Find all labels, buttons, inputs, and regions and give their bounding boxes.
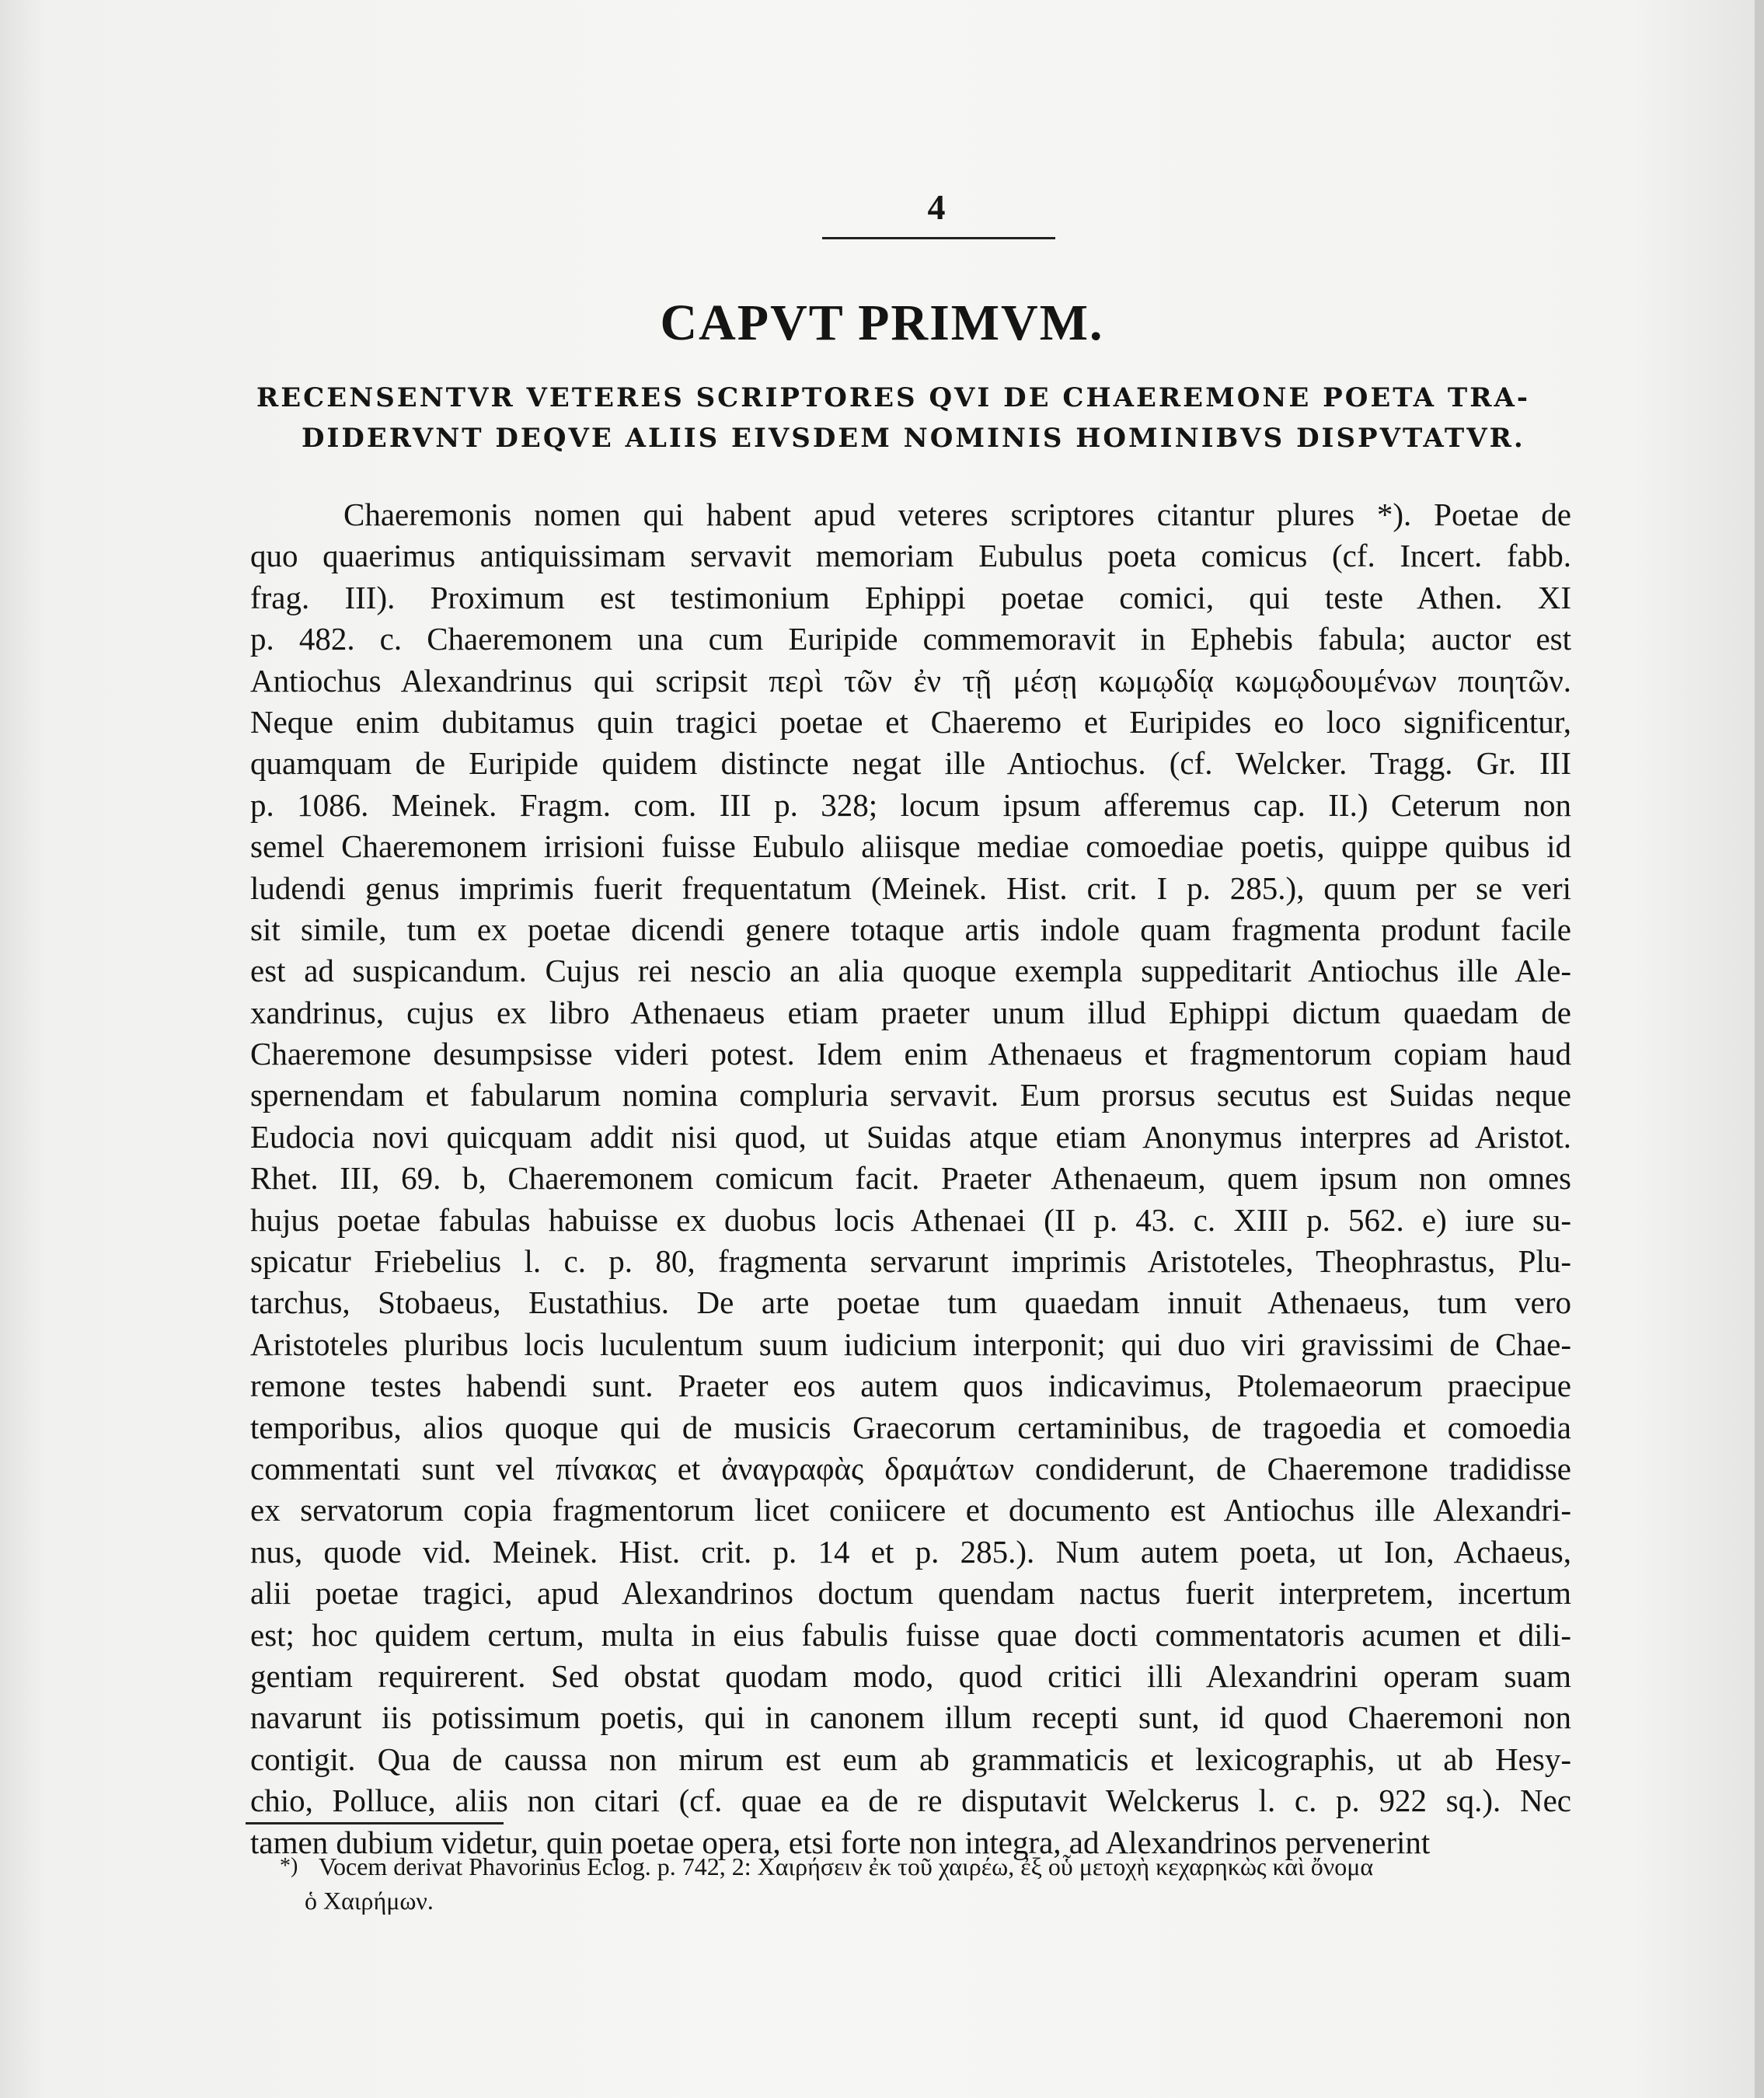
body-line: Antiochus Alexandrinus qui scripsit περὶ τῶν ἐν τῇ μέσῃ κωμῳδίᾳ κωμῳδουμένων ποιητῶν. [250,662,1571,699]
body-line: Aristoteles pluribus locis luculentum suum iudicium interponit; qui duo viri gravissimi de Chae- [250,1326,1571,1362]
chapter-subtitle-line: RECENSENTVR VETERES SCRIPTORES QVI DE CHAEREMONE POETA TRA- [256,382,1530,413]
body-line: Rhet. III, 69. b, Chaeremonem comicum facit. Praeter Athenaeum, quem ipsum non omnes [250,1160,1571,1197]
body-line: spicatur Friebelius l. c. p. 80, fragmenta servarunt imprimis Aristoteles, Theophrastus, Plu- [250,1243,1571,1280]
body-line: tarchus, Stobaeus, Eustathius. De arte poetae tum quaedam innuit Athenaeus, tum vero [250,1284,1571,1321]
body-line: contigit. Qua de caussa non mirum est eum ab grammaticis et lexicographis, ut ab Hesy- [250,1741,1571,1777]
body-line: navarunt iis potissimum poetis, qui in canonem illum recepti sunt, id quod Chaeremoni non [250,1699,1571,1736]
body-line: Chaeremonis nomen qui habent apud veteres scriptores citantur plures *). Poetae de [343,497,1571,532]
body-line: alii poetae tragici, apud Alexandrinos doctum quendam nactus fuerit interpretem, incertum [250,1575,1571,1612]
body-line: p. 1086. Meinek. Fragm. com. III p. 328; locum ipsum afferemus cap. II.) Ceterum non [250,786,1571,823]
body-line: temporibus, alios quoque qui de musicis Graecorum certaminibus, de tragoedia et comoedia [250,1409,1571,1445]
body-line: ex servatorum copia fragmentorum licet coniicere et documento est Antiochus ille Alexandri- [250,1492,1571,1528]
body-line: tamen dubium videtur, quin poetae opera, etsi forte non integra, ad Alexandrinos pervenerint [250,1824,1431,1860]
body-line: commentati sunt vel πίνακας et ἀναγραφὰς δραμάτων condiderunt, de Chaeremone tradidisse [250,1450,1571,1486]
body-line: remone testes habendi sunt. Praeter eos autem quos indicavimus, Ptolemaeorum praecipue [250,1368,1571,1404]
footnote-text: Vocem derivat Phavorinus Eclog. p. 742, 2: Χαιρήσειν ἐκ τοῦ χαιρέω, ἐξ οὗ μετοχὴ κεχαρηκὼς καὶ ὄνομα [319,1852,1374,1880]
body-line: sit simile, tum ex poetae dicendi genere totaque artis indole quam fragmenta produnt facile [250,911,1571,947]
body-line: spernendam et fabularum nomina compluria servavit. Eum prorsus secutus est Suidas neque [250,1077,1571,1113]
body-line: quo quaerimus antiquissimam servavit memoriam Eubulus poeta comicus (cf. Incert. fabb. [250,538,1571,574]
footnote-line: ὁ Χαιρήμων. [305,1887,434,1915]
footnote-rule [246,1822,504,1824]
body-line: xandrinus, cujus ex libro Athenaeus etiam praeter unum illud Ephippi dictum quaedam de [250,994,1571,1030]
page-number-rule [822,237,1055,239]
body-line: quamquam de Euripide quidem distincte negat ille Antiochus. (cf. Welcker. Tragg. Gr. III [250,745,1571,782]
body-line: semel Chaeremonem irrisioni fuisse Eubulo aliisque mediae comoediae poetis, quippe quibus id [250,828,1571,865]
body-line: chio, Polluce, aliis non citari (cf. quae ea de re disputavit Welckerus l. c. p. 922 sq.). Nec [250,1783,1571,1819]
chapter-subtitle-line: DIDERVNT DEQVE ALIIS EIVSDEM NOMINIS HOMINIBVS DISPVTATVR. [302,423,1525,454]
body-line: hujus poetae fabulas habuisse ex duobus locis Athenaei (II p. 43. c. XIII p. 562. e) iure su- [250,1201,1571,1238]
body-line: est ad suspicandum. Cujus rei nescio an alia quoque exempla suppeditarit Antiochus ille Ale- [250,953,1571,989]
body-line: ludendi genus imprimis fuerit frequentatum (Meinek. Hist. crit. I p. 285.), quum per se veri [250,870,1571,906]
body-line: nus, quode vid. Meinek. Hist. crit. p. 14 et p. 285.). Num autem poeta, ut Ion, Achaeus, [250,1533,1571,1570]
page-number: 4 [927,187,946,227]
body-line: gentiam requirerent. Sed obstat quodam modo, quod critici illi Alexandrini operam suam [250,1657,1571,1694]
footnote-line [280,1849,1570,1884]
body-line: Neque enim dubitamus quin tragici poetae et Chaeremo et Euripides eo loco significentur, [250,703,1571,740]
body-line: Eudocia novi quicquam addit nisi quod, ut Suidas atque etiam Anonymus interpres ad Aristot. [250,1118,1571,1155]
body-line: frag. III). Proximum est testimonium Ephippi poetae comici, qui teste Athen. XI [250,579,1571,615]
body-line: est; hoc quidem certum, multa in eius fabulis fuisse quae docti commentatoris acumen et dili- [250,1616,1571,1653]
footnote-marker: *) [280,1854,298,1878]
body-line: Chaeremone desumpsisse videri potest. Idem enim Athenaeus et fragmentorum copiam haud [250,1036,1571,1072]
body-line: p. 482. c. Chaeremonem una cum Euripide commemoravit in Ephebis fabula; auctor est [250,621,1571,657]
chapter-title: CAPVT PRIMVM. [660,294,1104,351]
body-text [250,494,1571,1863]
